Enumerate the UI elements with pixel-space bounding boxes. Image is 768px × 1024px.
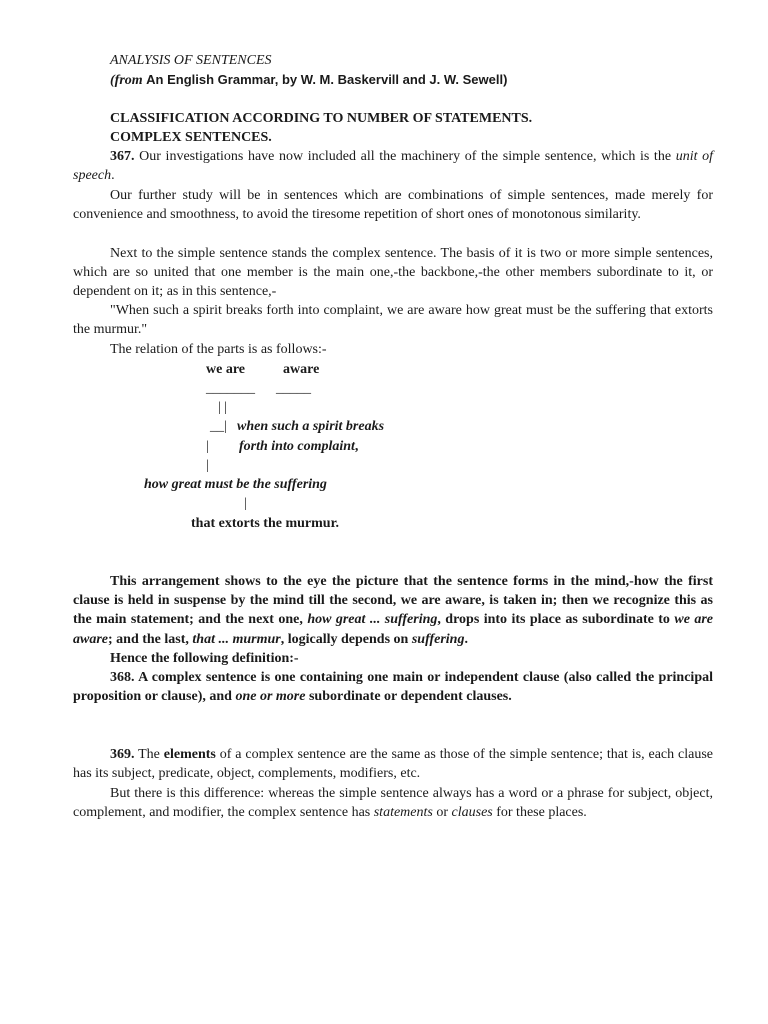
diagram-we-are: we are <box>206 362 245 377</box>
paragraph-369 <box>73 745 713 783</box>
paragraph-further-study: Our further study will be in sentences which are combinations of simple sentences, made merely for convenience and smoothness, to avoid the tiresome repetition of short ones of monotonous similarity. <box>73 188 713 223</box>
paragraph-text: of a complex sentence are the same as those of the simple sentence; that is, each clause has its subject, predicate, object, complements, modifiers, etc. <box>73 747 713 782</box>
diagram-clause-forth <box>239 437 358 456</box>
source-text: An English Grammar, by W. M. Baskervill and J. W. Sewell) <box>146 72 508 87</box>
paragraph-text: or <box>432 805 452 821</box>
paragraph-text: The <box>134 747 164 762</box>
clause-text: forth into complaint <box>239 439 355 454</box>
paragraph-text: Our investigations have now included all the machinery of the simple sentence, which is the <box>134 149 676 164</box>
diagram-bar: | <box>206 458 209 473</box>
emphasis-text: how great ... suffering <box>307 612 438 628</box>
paragraph-367 <box>73 147 713 185</box>
relation-intro: The relation of the parts is as follows:- <box>110 342 327 357</box>
paragraph-text: , logically depends on <box>280 631 412 647</box>
emphasis-text: unit of speech <box>73 149 713 184</box>
emphasis-text: statements <box>373 805 433 821</box>
paragraph-text: , drops into its place as subordinate to <box>437 612 675 628</box>
document-title <box>110 51 272 70</box>
paragraph-text: This arrangement shows to the eye the picture that the sentence forms in the mind,-how the first clause is held in suspense by the mind till the second, we are aware, is taken in; then we recognize this as the main statement; and the next one, <box>73 574 713 628</box>
source-line <box>110 70 507 90</box>
diagram-bar: | <box>244 496 247 511</box>
section-heading: CLASSIFICATION ACCORDING TO NUMBER OF STATEMENTS. <box>110 111 533 126</box>
comma: , <box>354 439 359 454</box>
paragraph-text: subordinate or dependent clauses. <box>305 689 512 705</box>
paragraph-complex-sentence: Next to the simple sentence stands the complex sentence. The basis of it is two or more simple sentences, which are so united that one member is the main one,-the backbone,-the other members subordinate to it, or dependent on it; as in this sentence,- <box>73 246 713 300</box>
definition-intro: Hence the following definition:- <box>110 651 299 666</box>
diagram-clause-that: that extorts the murmur. <box>191 516 340 531</box>
strong-text: elements <box>163 747 216 762</box>
paragraph-quote: "When such a spirit breaks forth into complaint, we are aware how great must be the suffering that extorts the murmur." <box>73 303 713 338</box>
paragraph-text: ; and the last, <box>108 631 193 647</box>
diagram-clause-how <box>144 475 327 494</box>
emphasis-text: that ... murmur <box>192 631 281 647</box>
paragraph-text: . <box>464 631 468 647</box>
section-subtitle: COMPLEX SENTENCES. <box>110 130 272 145</box>
diagram-bar: | <box>206 439 209 454</box>
clause-text: when such a spirit breaks <box>237 419 385 434</box>
paragraph-number: 369. <box>110 747 135 762</box>
emphasis-text: we are aware <box>73 612 713 647</box>
diagram-aware: aware <box>283 362 320 377</box>
diagram-rule-1: _______ <box>206 381 255 396</box>
paragraph-text: . <box>111 168 115 184</box>
paragraph-text: But there is this difference: whereas the simple sentence always has a word or a phrase for subject, object, complement, and modifier, the complex sentence has <box>73 786 713 821</box>
from-text: (from <box>110 73 147 88</box>
paragraph-text: for these places. <box>492 805 587 821</box>
diagram-connectors: | | <box>218 400 228 415</box>
paragraph-text: 368. A complex sentence is one containing one main or independent clause (also called the principal proposition or clause), and <box>73 670 713 705</box>
paragraph-arrangement <box>73 572 713 649</box>
diagram-rule-2: _____ <box>276 381 311 396</box>
emphasis-text: one or more <box>235 689 306 705</box>
paragraph-difference <box>73 784 713 822</box>
emphasis-text: suffering <box>411 631 465 647</box>
title-text: ANALYSIS OF SENTENCES <box>110 53 272 68</box>
diagram-hook: __| <box>210 419 227 434</box>
diagram-clause-when <box>237 417 384 436</box>
paragraph-number: 367. <box>110 149 135 164</box>
clause-text: how great must be the suffering <box>144 477 327 492</box>
paragraph-368 <box>73 668 713 706</box>
emphasis-text: clauses <box>451 805 493 821</box>
